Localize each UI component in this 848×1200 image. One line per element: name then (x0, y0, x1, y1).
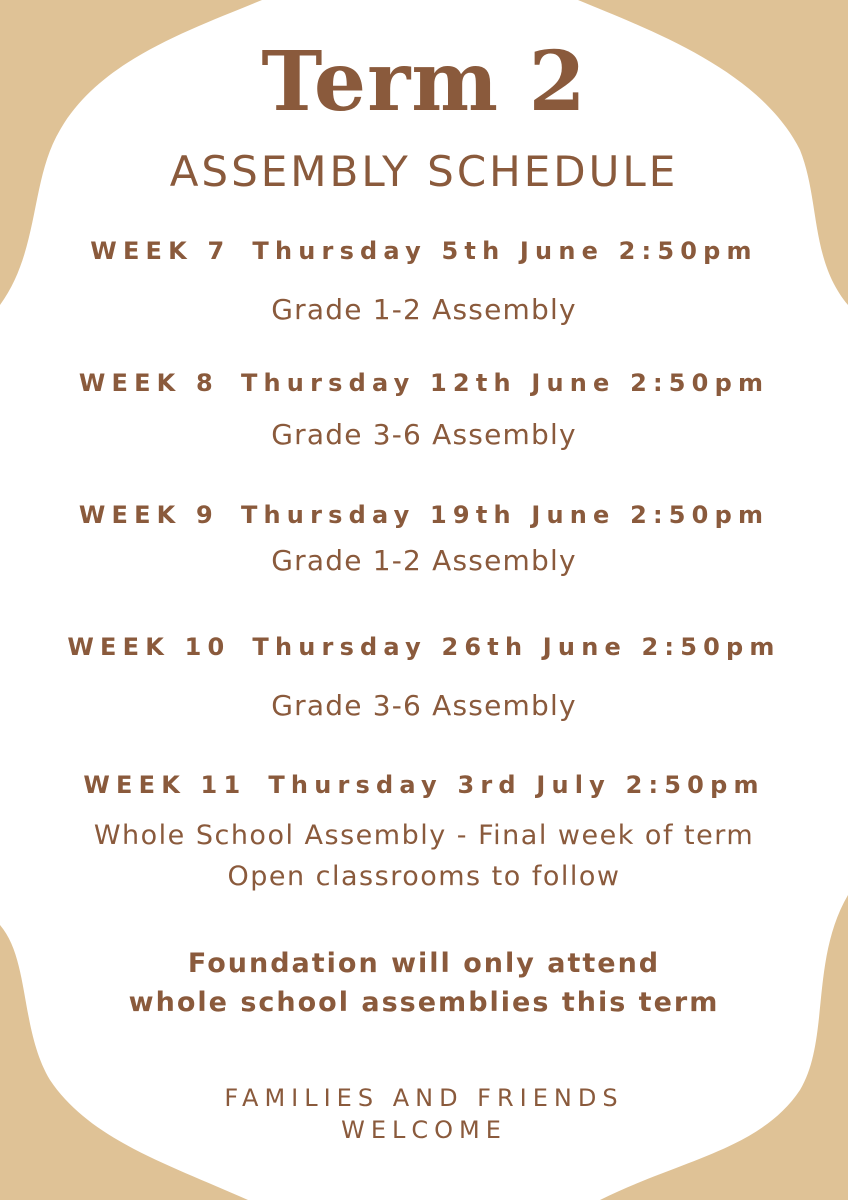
foundation-note-line1: Foundation will only attend (187, 948, 661, 979)
week-label: WEEK 10 (67, 633, 231, 661)
week-9-description: Grade 1-2 Assembly (271, 544, 577, 577)
week-label: WEEK 9 (78, 501, 219, 529)
week-10-description: Grade 3-6 Assembly (271, 689, 577, 722)
week-date: Thursday 19th June 2:50pm (240, 501, 770, 529)
footer-line1: FAMILIES AND FRIENDS (224, 1084, 624, 1112)
footer-line2: WELCOME (341, 1116, 507, 1144)
foundation-note-line2: whole school assemblies this term (128, 987, 720, 1018)
week-9-heading (0, 500, 848, 530)
week-label: WEEK 11 (83, 771, 247, 799)
week-7-description: Grade 1-2 Assembly (271, 293, 577, 326)
week-11-heading (0, 770, 848, 800)
week-date: Thursday 5th June 2:50pm (252, 237, 758, 265)
week-label: WEEK 8 (78, 369, 219, 397)
week-label: WEEK 7 (90, 237, 231, 265)
week-date: Thursday 12th June 2:50pm (240, 369, 770, 397)
week-8-description: Grade 3-6 Assembly (271, 418, 577, 451)
week-date: Thursday 26th June 2:50pm (252, 633, 781, 661)
week-11-description-line2: Open classrooms to follow (227, 861, 621, 892)
page-subtitle: ASSEMBLY SCHEDULE (169, 147, 679, 196)
page-title: Term 2 (261, 34, 587, 130)
week-10-heading (0, 632, 848, 662)
week-date: Thursday 3rd July 2:50pm (268, 771, 765, 799)
week-7-heading (0, 236, 848, 266)
week-8-heading (0, 368, 848, 398)
week-11-description: Whole School Assembly - Final week of term (93, 820, 755, 851)
